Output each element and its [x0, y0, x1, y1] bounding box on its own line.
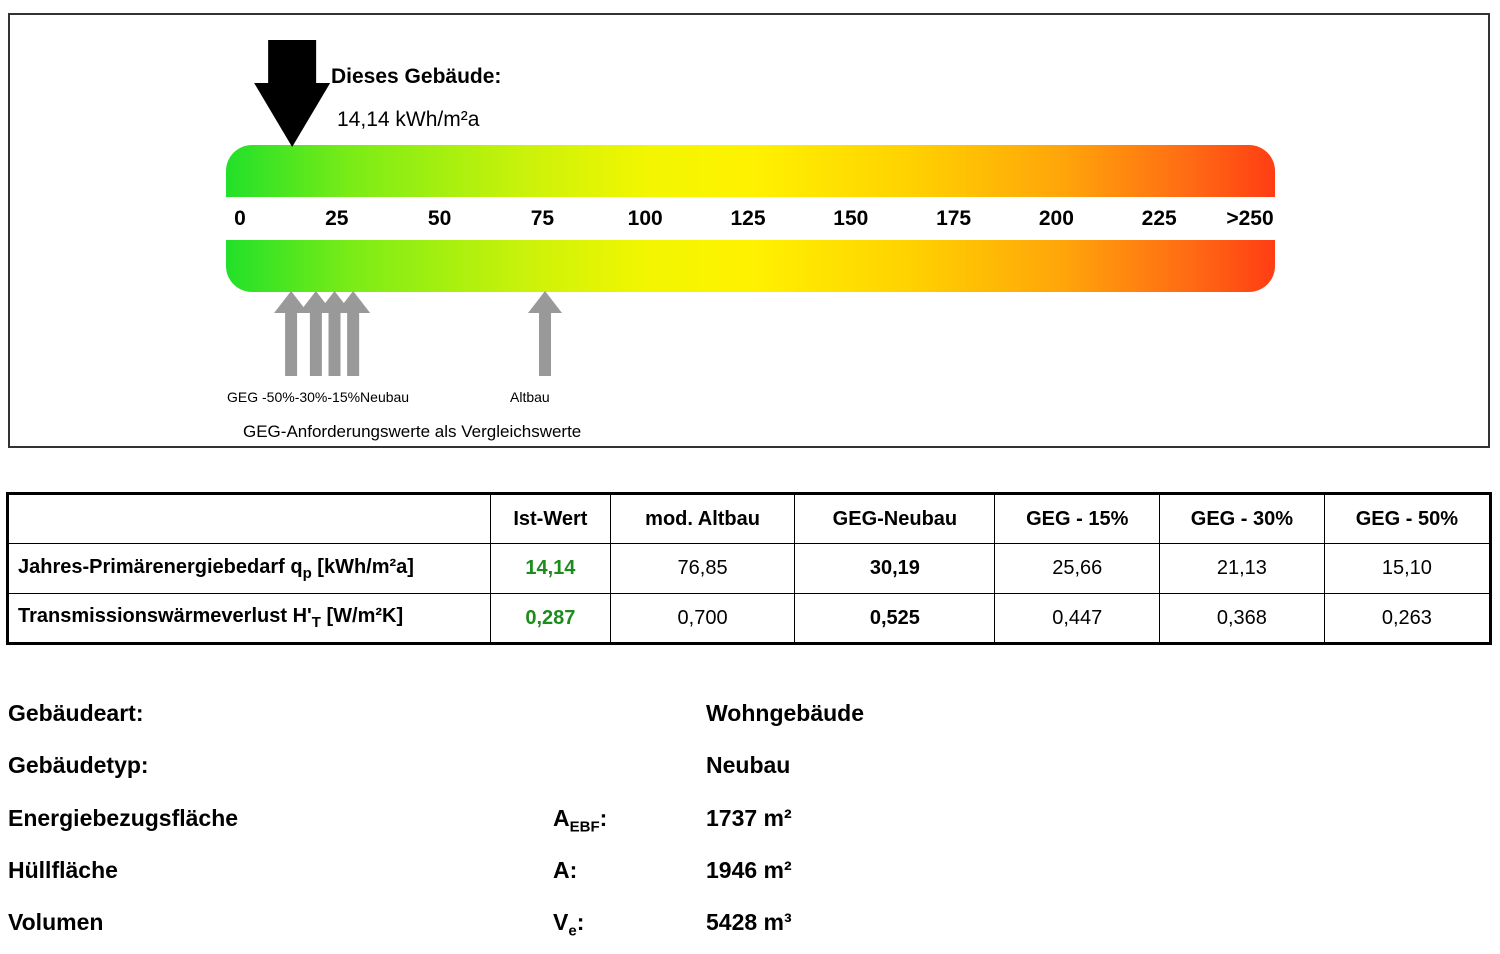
- table-header-ist: Ist-Wert: [491, 494, 611, 544]
- cell-geg50: 15,10: [1324, 544, 1490, 594]
- cell-geg50: 0,263: [1324, 594, 1490, 644]
- cell-ist: 14,14: [491, 544, 611, 594]
- this-building-title: Dieses Gebäude:: [331, 65, 502, 88]
- info-value: 1737 m²: [706, 805, 792, 831]
- energy-values-table: [6, 492, 1492, 645]
- comparison-arrow: [274, 291, 308, 376]
- table-row: [8, 594, 1491, 644]
- info-label: Hüllfläche: [8, 857, 118, 883]
- info-symbol: $V_e$:: [553, 909, 585, 940]
- cell-altbau: 0,700: [610, 594, 795, 644]
- scale-tick-label: 0: [234, 207, 246, 230]
- scale-tick-label: 50: [427, 207, 452, 230]
- comparison-label-altbau: Altbau: [510, 389, 550, 405]
- table-row: [8, 544, 1491, 594]
- cell-altbau: 76,85: [610, 544, 795, 594]
- cell-ist: 0,287: [491, 594, 611, 644]
- scale-tick-label: 175: [936, 207, 972, 230]
- cell-geg15: 0,447: [995, 594, 1160, 644]
- info-symbol: $A_{EBF}$:: [553, 805, 608, 836]
- cell-neubau: 0,525: [795, 594, 995, 644]
- scale-tick-label: 75: [530, 207, 555, 230]
- scale-tick-label: 125: [730, 207, 766, 230]
- scale-tick-label: 200: [1038, 207, 1074, 230]
- table-header-empty: [8, 494, 491, 544]
- info-value: Neubau: [706, 752, 791, 778]
- info-value: Wohngebäude: [706, 700, 865, 726]
- table-header-neubau: GEG-Neubau: [795, 494, 995, 544]
- cell-geg30: 21,13: [1160, 544, 1325, 594]
- scale-tick-label: >250: [1226, 207, 1274, 230]
- info-symbol: A:: [553, 857, 578, 883]
- comparison-label-geg: GEG -50%-30%-15%Neubau: [227, 389, 410, 405]
- scale-tick-label: 225: [1141, 207, 1177, 230]
- info-label: Volumen: [8, 909, 104, 935]
- table-header-geg15: GEG - 15%: [995, 494, 1160, 544]
- info-label: Gebäudetyp:: [8, 752, 149, 778]
- row-label-primary-energy: Jahres-Primärenergiebedarf $q_p$ [kWh/m²a]: [8, 544, 491, 594]
- table-header-altbau: mod. Altbau: [610, 494, 795, 544]
- info-value: 1946 m²: [706, 857, 792, 883]
- this-building-value: 14,14 kWh/m²a: [337, 108, 480, 131]
- row-label-transmission: Transmissionswärmeverlust $H'_T$ [W/m²K]: [8, 594, 491, 644]
- table-header-geg50: GEG - 50%: [1324, 494, 1490, 544]
- cell-geg30: 0,368: [1160, 594, 1325, 644]
- info-value: 5428 m³: [706, 909, 792, 935]
- scale-tick-label: 25: [325, 207, 349, 230]
- cell-geg15: 25,66: [995, 544, 1160, 594]
- scale-arrows: [10, 15, 1492, 450]
- scale-tick-label: 100: [627, 207, 663, 230]
- this-building-arrow: [254, 40, 330, 147]
- info-label: Energiebezugsfläche: [8, 805, 239, 831]
- comparison-arrow: [528, 291, 562, 376]
- info-label: Gebäudeart:: [8, 700, 144, 726]
- table-header-row: [8, 494, 1491, 544]
- cell-neubau: 30,19: [795, 544, 995, 594]
- table-header-geg30: GEG - 30%: [1160, 494, 1325, 544]
- energy-scale-panel: [8, 13, 1490, 448]
- comparison-caption: GEG-Anforderungswerte als Vergleichswerte: [243, 422, 582, 441]
- scale-tick-label: 150: [833, 207, 869, 230]
